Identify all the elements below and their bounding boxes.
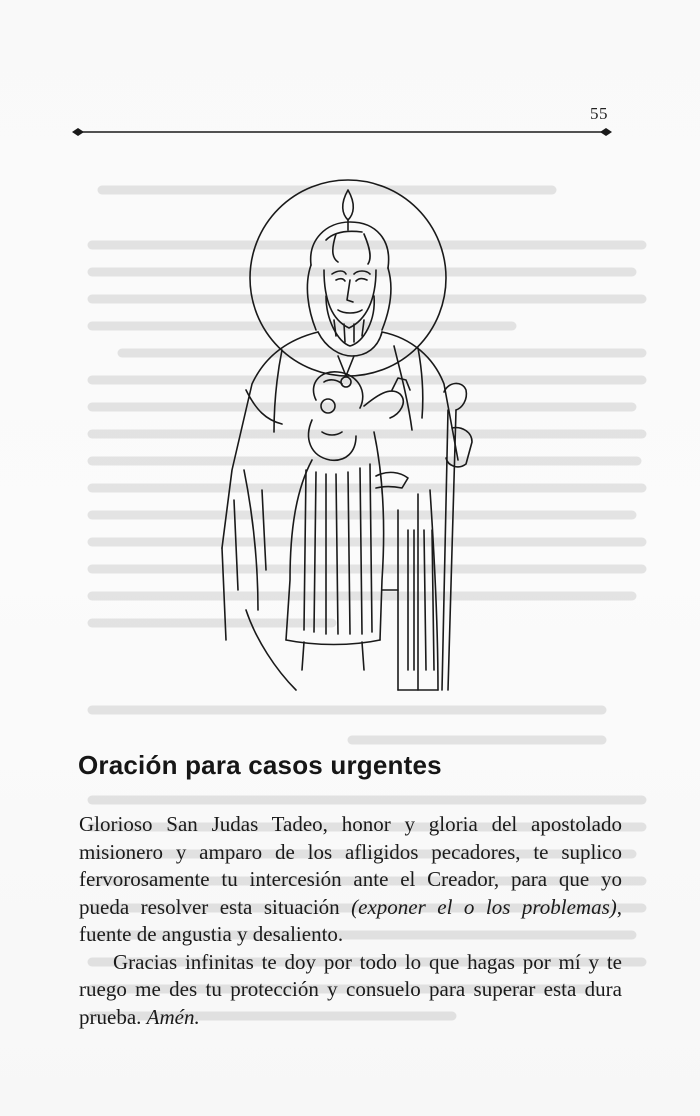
prayer-body <box>79 811 622 1031</box>
paragraph-2-text: Gracias infinitas te doy por todo lo que hagas por mí y te ruego me des tu protección y consuelo para superar esta dura prueba. <box>79 949 622 1029</box>
prayer-paragraph-2 <box>79 949 622 1032</box>
paragraph-1-text: Glorioso San Judas Tadeo, honor y gloria del apostolado misionero y amparo de los afligidos pecadores, te suplico fervorosamente tu intercesión ante el Creador, para que yo pueda resolver esta situación <box>79 812 622 919</box>
prayer-title: Oración para casos urgentes <box>78 750 442 780</box>
header-divider-rule <box>72 122 612 142</box>
saint-jude-thaddeus-line-drawing-icon <box>186 170 486 710</box>
paragraph-1-text-end: , fuente de angustia y desaliento. <box>79 894 622 946</box>
paragraph-1-italic-note: (exponer el o los problemas) <box>351 894 617 919</box>
prayer-paragraph-1 <box>79 811 622 949</box>
page-number: 55 <box>590 104 608 123</box>
paragraph-2-amen: Amén. <box>146 1004 200 1029</box>
